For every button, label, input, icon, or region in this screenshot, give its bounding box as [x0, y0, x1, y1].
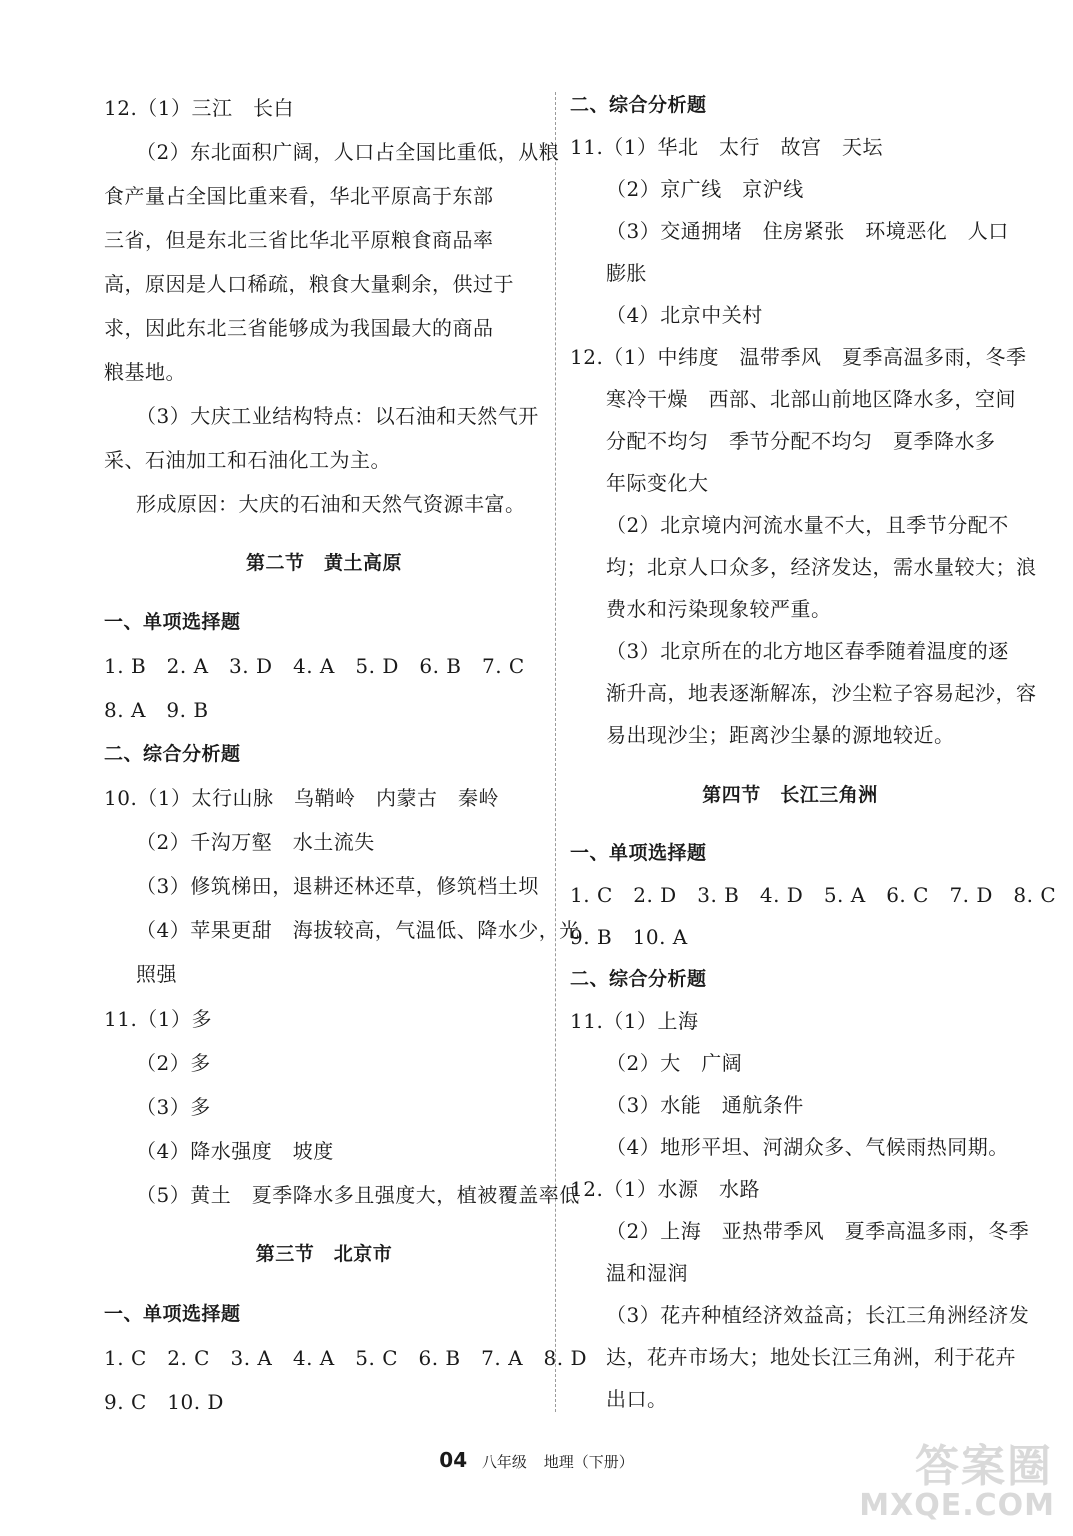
answer-line: 寒冷干燥 西部、北部山前地区降水多，空间 — [606, 387, 1016, 411]
answer-line: 采、石油加工和石油化工为主。 — [104, 448, 391, 472]
question-type-heading: 二、综合分析题 — [570, 968, 707, 990]
answer-line: 分配不均匀 季节分配不均匀 夏季降水多 — [606, 429, 996, 453]
watermark-url: MXQE.COM — [859, 1488, 1055, 1523]
answer-line: （3）多 — [136, 1095, 211, 1119]
answer-line: 膨胀 — [606, 261, 647, 285]
question-type-heading: 一、单项选择题 — [104, 1303, 241, 1325]
answer-line: （2）千沟万壑 水土流失 — [136, 830, 375, 854]
answer-line: （3）北京所在的北方地区春季随着温度的逐 — [606, 639, 1009, 663]
section-title: 第二节 黄土高原 — [245, 552, 402, 574]
answer-line: 渐升高，地表逐渐解冻，沙尘粒子容易起沙，容 — [606, 681, 1037, 705]
answer-line: 易出现沙尘；距离沙尘暴的源地较近。 — [606, 723, 955, 747]
answer-line: 12.（1）水源 水路 — [570, 1177, 761, 1201]
answer-line: 9. C 10. D — [104, 1390, 224, 1414]
answer-line: （3）修筑梯田，退耕还林还草，修筑档土坝 — [136, 874, 539, 898]
answer-line: （2）多 — [136, 1051, 211, 1075]
answer-line: （2）大 广阔 — [606, 1051, 743, 1075]
answer-line: （2）上海 亚热带季风 夏季高温多雨，冬季 — [606, 1219, 1030, 1243]
answer-line: 照强 — [136, 962, 177, 986]
question-type-heading: 一、单项选择题 — [104, 611, 241, 633]
answer-line: 求，因此东北三省能够成为我国最大的商品 — [104, 316, 494, 340]
answer-line: （2）东北面积广阔，人口占全国比重低，从粮 — [136, 140, 560, 164]
answer-line: （5）黄土 夏季降水多且强度大，植被覆盖率低 — [136, 1183, 580, 1207]
answer-line: 12.（1）中纬度 温带季风 夏季高温多雨，冬季 — [570, 345, 1027, 369]
answer-line: 11.（1）多 — [104, 1007, 213, 1031]
section-title: 第四节 长江三角洲 — [702, 784, 878, 806]
answer-line: 形成原因：大庆的石油和天然气资源丰富。 — [136, 492, 526, 516]
watermark-text: 答案圈 — [915, 1441, 1053, 1492]
answer-line: 1. C 2. C 3. A 4. A 5. C 6. B 7. A 8. D — [104, 1346, 587, 1370]
question-type-heading: 一、单项选择题 — [570, 842, 707, 864]
answer-line: （3）交通拥堵 住房紧张 环境恶化 人口 — [606, 219, 1009, 243]
page-number: 04 — [439, 1448, 468, 1472]
answer-line: （3）大庆工业结构特点：以石油和天然气开 — [136, 404, 539, 428]
answer-line: 12.（1）三江 长白 — [104, 96, 295, 120]
answer-line: 达，花卉市场大；地处长江三角洲，利于花卉 — [606, 1345, 1016, 1369]
section-title: 第三节 北京市 — [255, 1243, 393, 1265]
question-type-heading: 二、综合分析题 — [104, 743, 241, 765]
answer-line: （4）降水强度 坡度 — [136, 1139, 334, 1163]
answer-line: （3）花卉种植经济效益高；长江三角洲经济发 — [606, 1303, 1030, 1327]
column-divider — [555, 92, 556, 1412]
answer-line: 11.（1）华北 太行 故宫 天坛 — [570, 135, 884, 159]
answer-line: （4）苹果更甜 海拔较高，气温低、降水少，光 — [136, 918, 580, 942]
answer-line: 出口。 — [606, 1387, 668, 1411]
answer-line: 温和湿润 — [606, 1261, 688, 1285]
answer-line: （4）北京中关村 — [606, 303, 763, 327]
answer-line: （4）地形平坦、河湖众多、气候雨热同期。 — [606, 1135, 1009, 1159]
answer-line: 年际变化大 — [606, 471, 709, 495]
answer-line: 食产量占全国比重来看，华北平原高于东部 — [104, 184, 494, 208]
question-type-heading: 二、综合分析题 — [570, 94, 707, 116]
answer-line: 10.（1）太行山脉 乌鞘岭 内蒙古 秦岭 — [104, 786, 500, 810]
subject-label: 地理（下册） — [543, 1453, 634, 1471]
answer-line: 1. C 2. D 3. B 4. D 5. A 6. C 7. D 8. C — [570, 883, 1057, 907]
answer-line: 8. A 9. B — [104, 698, 209, 722]
answer-line: 三省，但是东北三省比华北平原粮食商品率 — [104, 228, 494, 252]
answer-line: 9. B 10. A — [570, 925, 688, 949]
answer-line: 高，原因是人口稀疏，粮食大量剩余，供过于 — [104, 272, 514, 296]
answer-line: 1. B 2. A 3. D 4. A 5. D 6. B 7. C — [104, 654, 525, 678]
answer-line: 均；北京人口众多，经济发达，需水量较大；浪 — [606, 555, 1037, 579]
watermark-logo — [859, 1430, 1063, 1530]
answer-line: 粮基地。 — [104, 360, 186, 384]
grade-label: 八年级 — [481, 1453, 527, 1471]
answer-line: （2）京广线 京沪线 — [606, 177, 804, 201]
answer-line: （3）水能 通航条件 — [606, 1093, 804, 1117]
answer-line: 费水和污染现象较严重。 — [606, 597, 832, 621]
answer-line: （2）北京境内河流水量不大，且季节分配不 — [606, 513, 1009, 537]
answer-line: 11.（1）上海 — [570, 1009, 699, 1033]
